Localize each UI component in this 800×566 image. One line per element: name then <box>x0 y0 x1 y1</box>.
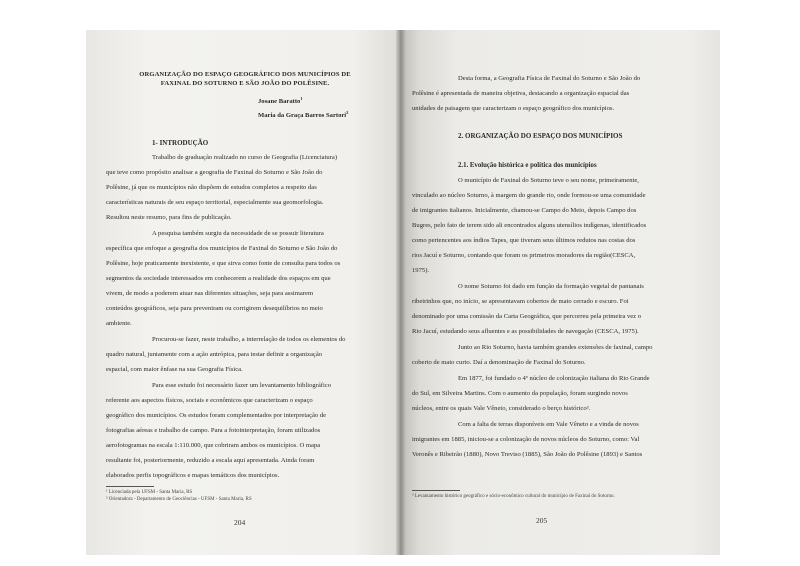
page-number: 205 <box>536 516 548 525</box>
body-line: núcleos, entre os quais Vale Vêneto, considerado o berço histórico³. <box>412 405 591 412</box>
article-title-line-1: ORGANIZAÇÃO DO ESPAÇO GEOGRÁFICO DOS MUNICÍPIOS DE <box>139 71 351 78</box>
body-line: conteúdos geográficos, seja para preveniram ou corrigirem desequilíbrios no meio <box>106 305 323 312</box>
body-line: segmentos da sociedade interessados em conhecerem a realidade dos espaços em que <box>106 275 331 282</box>
author-2 <box>258 110 348 119</box>
body-line: O nome Soturno foi dado em função da formação vegetal de pantanais <box>458 283 644 290</box>
body-line: Polêsine, já que os municípios não dispõem de estudos completos a respeito das <box>106 184 317 191</box>
book-gutter <box>396 30 406 555</box>
body-line: 1975). <box>412 267 430 274</box>
body-line: ambiente. <box>106 320 132 327</box>
right-page <box>400 30 720 555</box>
body-line: vivem, de modo a poderem atuar nas diferentes situações, seja para assimarem <box>106 290 314 297</box>
section-heading-introducao: 1- INTRODUÇÃO <box>152 139 209 147</box>
body-line: específica que enfoque a geografia dos municípios de Faxinal do Soturno e São João do <box>106 245 338 252</box>
body-line: Rio Jacuí, estudando seus afluentes e as possibilidades de navegação (CESCA, 1975). <box>412 328 639 335</box>
body-line: Trabalho de graduação realizado no curso de Geografia (Licenciatura) <box>152 154 338 161</box>
body-line: espacial, com maior ênfase na sua Geografia Física. <box>106 366 243 373</box>
body-line: Polêsine é apresentada de maneira objetiva, destacando a organização espacial das <box>412 90 630 97</box>
body-line: elaborados perfis topográficos e mapas temáticos dos municípios. <box>106 472 280 479</box>
author-1-name: Josane Baratto <box>258 98 301 106</box>
body-line: denominado por uma comissão da Carta Geográfica, que percorreu pela primeira vez o <box>412 313 642 320</box>
body-line: ribeirinhos que, no início, se apresentavam cobertos de mato cerrado e escuro. Foi <box>412 298 629 305</box>
body-line: unidades de paisagem que caracterizam o espaço geográfico dos municípios. <box>412 105 615 112</box>
body-line: que teve como propósito analisar a geografia de Faxinal do Soturno e São João do <box>106 169 323 176</box>
footnote-rule <box>106 486 154 487</box>
body-line: A pesquisa também surgiu da necessidade de se possuir literatura <box>152 230 324 237</box>
body-line: Junto ao Rio Soturno, havia também grandes extensões de faxinal, campo <box>458 344 653 351</box>
body-line: como pertencentes aos índios Tapes, que tiveram seus últimos redutos nas costas dos <box>412 237 636 244</box>
body-line: Com a falta de terras disponíveis em Vale Vêneto e a vinda de novos <box>458 421 639 428</box>
author-1 <box>258 96 303 105</box>
body-line: Em 1877, foi fundado o 4º núcleo de colonização italiana do Rio Grande <box>458 375 650 382</box>
body-line: fotografias aéreas e trabalho de campo. Para a fotointerpretação, foram utilizados <box>106 427 321 434</box>
footnote-rule <box>412 490 460 491</box>
body-line: referente aos aspectos físicos, sociais e econômicos que caracterizam o espaço <box>106 397 313 404</box>
section-heading-organizacao: 2. ORGANIZAÇÃO DO ESPAÇO DOS MUNICÍPIOS <box>458 132 623 140</box>
article-title-line-2: FAXINAL DO SOTURNO E SÃO JOÃO DO POLÊSINE. <box>160 80 330 87</box>
body-line: O município de Faxinal do Soturno teve o seu nome, primeiramente, <box>458 177 639 184</box>
subsection-heading-evolucao: 2.1. Evolução histórica e política dos municípios <box>458 162 597 169</box>
footnote: ² Orientadora - Departamento de Geociências - UFSM - Santa Maria, RS <box>106 497 252 502</box>
body-line: geográfico dos municípios. Os estudos foram complementados por interpretação de <box>106 412 327 419</box>
body-line: rios Jacuí e Soturno, contando que foram os primeiros moradores da região(CESCA, <box>412 252 636 259</box>
body-line: do Sul, em Silveira Martins. Com o aumento da população, foram surgindo novos <box>412 390 628 397</box>
body-line: vinculado ao núcleo Soturno, à margem do grande rio, onde formou-se uma comunidade <box>412 192 646 199</box>
author-1-footnote-mark: 1 <box>300 96 303 101</box>
body-line: imigrantes em 1885, iniciou-se a colonização de novos núcleos do Soturno, como: Val <box>412 436 640 443</box>
body-line: Procurou-se fazer, neste trabalho, a interrelação de todos os elementos do <box>152 336 346 343</box>
author-2-footnote-mark: 2 <box>346 110 349 115</box>
body-line: quadro natural, juntamente com a ação antrópica, para testar definir a organização <box>106 351 323 358</box>
body-line: características naturais de seu espaço territorial, especialmente sua geomorfologia. <box>106 199 324 206</box>
left-page <box>86 30 400 555</box>
footnote: ¹ Licenciada pela UFSM - Santa Maria, RS <box>106 490 193 495</box>
body-line: de imigrantes italianos. Inicialmente, chamou-se Campo do Meio, depois Campo dos <box>412 207 637 214</box>
footnote: ³ Levantamento histórico geográfico e sócio-econômico cultural do município de Faxinal do Soturno. <box>412 494 615 499</box>
page-number: 204 <box>234 518 246 527</box>
body-line: Desta forma, a Geografia Física de Faxinal do Soturno e São João do <box>458 75 641 82</box>
author-2-name: Maria da Graça Barros Sartori <box>258 112 347 120</box>
body-line: Veronês e Ribeirão (1880), Novo Treviso (1885), São João do Polêsine (1893) e Santos <box>412 451 643 458</box>
body-line: coberto de mato curto. Daí a denominação de Faxinal do Soturno. <box>412 359 586 366</box>
body-line: resultante foi, posteriormente, reduzido a escala aqui apresentada. Ainda foram <box>106 457 315 464</box>
body-line: Polêsine, hoje praticamente inexistente, e que sirva como fonte de consulta para todos os <box>106 260 341 267</box>
body-line: Resultou neste resumo, para fins de publicação. <box>106 214 232 221</box>
body-line: aerofotogramas na escala 1:110.000, que cobriram ambos os municípios. O mapa <box>106 442 321 449</box>
body-line: Para esse estudo foi necessário fazer um levantamento bibliográfico <box>152 382 332 389</box>
body-line: Bugres, pelo fato de terem sido ali encontrados alguns utensílios indígenas, identificados <box>412 222 647 229</box>
